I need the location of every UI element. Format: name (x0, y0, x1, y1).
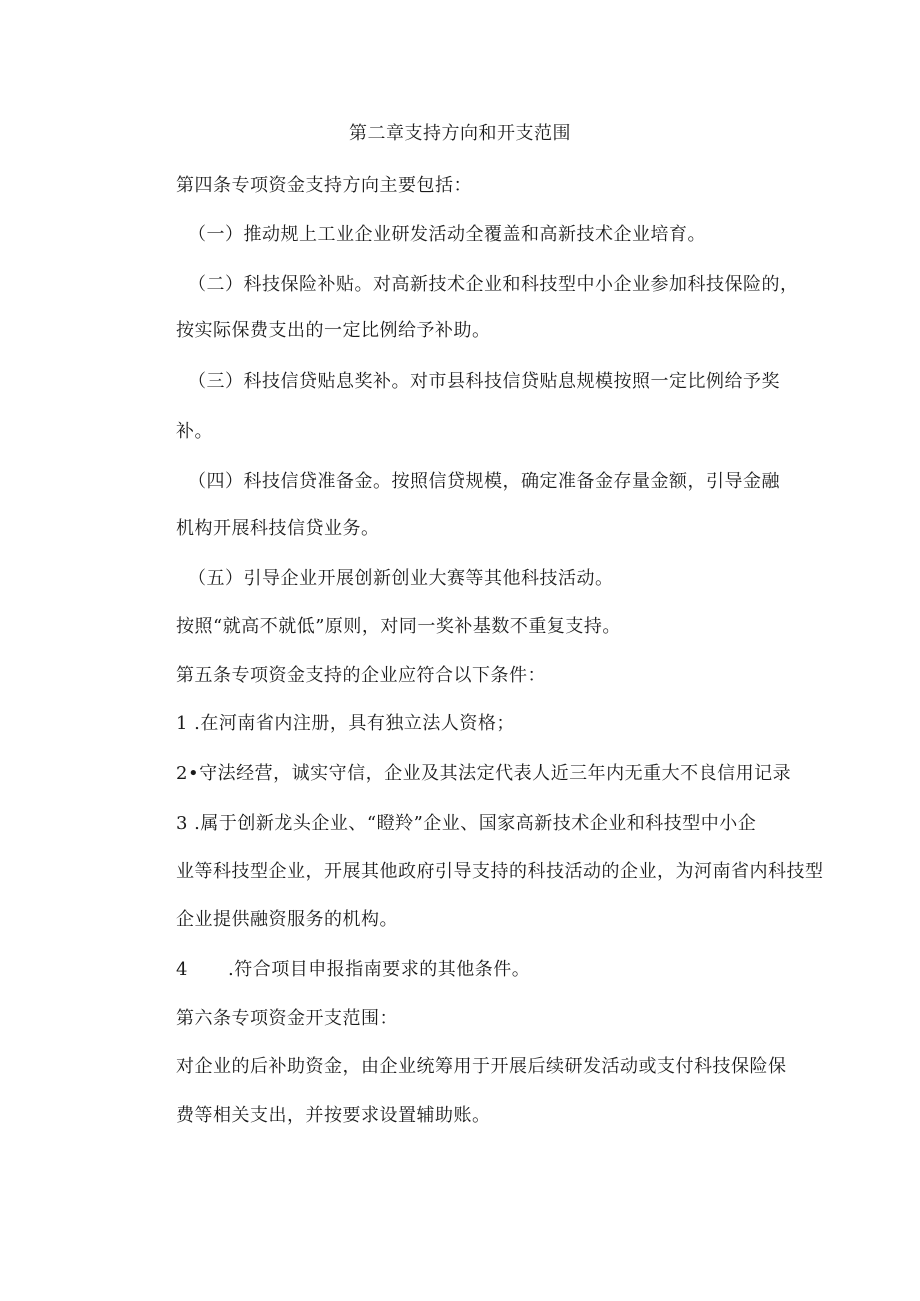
condition-2: 2•守法经营，诚实守信，企业及其法定代表人近三年内无重大不良信用记录 (176, 763, 792, 784)
item-4-line-2: 机构开展科技信贷业务。 (176, 518, 380, 539)
item-1: （一）推动规上工业企业研发活动全覆盖和高新技术企业培育。 (188, 224, 706, 245)
article6-heading: 第六条专项资金开支范围： (176, 1008, 398, 1029)
condition-3-line-1: 3 .属于创新龙头企业、“瞪羚”企业、国家高新技术企业和科技型中小企 (176, 813, 757, 834)
condition-3-line-3: 企业提供融资服务的机构。 (176, 909, 398, 930)
condition-1: 1 .在河南省内注册，具有独立法人资格； (176, 713, 515, 734)
article6-line-2: 费等相关支出，并按要求设置辅助账。 (176, 1105, 491, 1126)
condition-3-line-2: 业等科技型企业，开展其他政府引导支持的科技活动的企业，为河南省内科技型 (176, 861, 824, 882)
item-2-line-1: （二）科技保险补贴。对高新技术企业和科技型中小企业参加科技保险的， (188, 274, 799, 295)
item-3-line-2: 补。 (176, 421, 213, 442)
item-5: （五）引导企业开展创新创业大赛等其他科技活动。 (188, 568, 614, 589)
condition-4-text: .符合项目申报指南要求的其他条件。 (228, 959, 531, 980)
item-3-line-1: （三）科技信贷贴息奖补。对市县科技信贷贴息规模按照一定比例给予奖 (188, 371, 780, 392)
principle-text: 按照“就高不就低”原则，对同一奖补基数不重复支持。 (176, 616, 621, 637)
article5-heading: 第五条专项资金支持的企业应符合以下条件： (176, 665, 546, 686)
item-2-line-2: 按实际保费支出的一定比例给予补助。 (176, 320, 491, 341)
article4-heading: 第四条专项资金支持方向主要包括： (176, 175, 472, 196)
condition-4-number: 4 (176, 959, 188, 980)
chapter-title: 第二章支持方向和开支范围 (349, 123, 571, 144)
item-4-line-1: （四）科技信贷准备金。按照信贷规模，确定准备金存量金额，引导金融 (188, 471, 780, 492)
article6-line-1: 对企业的后补助资金，由企业统筹用于开展后续研发活动或支付科技保险保 (176, 1056, 787, 1077)
